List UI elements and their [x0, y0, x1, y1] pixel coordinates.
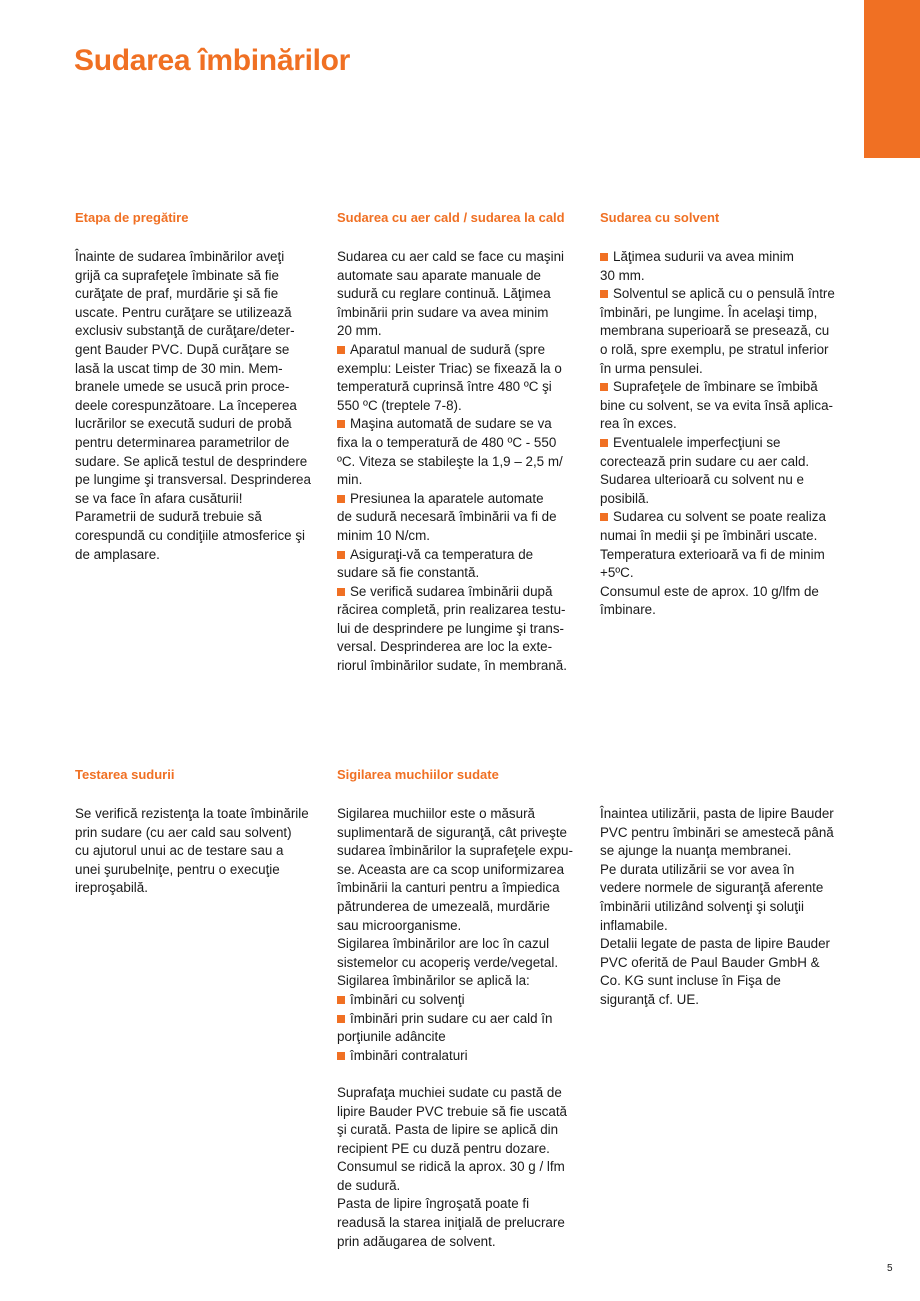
line-text: Lăţimea sudurii va avea minim	[613, 249, 794, 264]
line-text: pentru determinarea parametrilor de	[75, 434, 290, 450]
line-text: 550 ºC (treptele 7-8).	[337, 397, 462, 413]
line-text: îmbinării prin sudare va avea minim	[337, 304, 549, 320]
line-text: îmbinări contralaturi	[350, 1047, 468, 1063]
section-body	[337, 805, 597, 1251]
text-line	[337, 285, 597, 304]
text-line	[337, 1195, 597, 1214]
text-line	[75, 322, 335, 341]
line-text: de sudură.	[337, 1177, 401, 1193]
text-line	[337, 1214, 597, 1233]
text-line	[600, 415, 860, 434]
text-line	[600, 879, 860, 898]
line-text: Temperatura exterioară va fi de minim	[600, 546, 825, 562]
line-text: temperatură cuprinsă între 480 ºC şi	[337, 379, 552, 395]
line-text: Sigilarea muchiilor este o măsură	[337, 806, 535, 821]
text-line	[337, 1065, 597, 1084]
line-text: se. Aceasta are ca scop uniformizarea	[337, 861, 565, 877]
bullet-line	[337, 991, 597, 1010]
line-text: de sudură necesară îmbinării va fi de	[337, 509, 557, 525]
line-text: Aparatul manual de sudură (spre	[350, 341, 546, 357]
section-edge-sealing-continued	[600, 767, 860, 1010]
text-line	[75, 490, 335, 509]
line-text: îmbinare.	[600, 602, 656, 618]
section-body	[600, 248, 860, 620]
line-text: corectează prin sudare cu aer cald.	[600, 453, 810, 469]
text-line	[337, 1140, 597, 1159]
text-line	[337, 434, 597, 453]
text-line	[600, 397, 860, 416]
line-text: Presiunea la aparatele automate	[350, 490, 544, 506]
line-text: PVC pentru îmbinări se amestecă până	[600, 824, 834, 840]
line-text: ireproşabilă.	[75, 880, 148, 896]
line-text: lui de desprindere pe lungime şi trans-	[337, 620, 565, 636]
line-text: Sudarea ulterioară cu solvent nu e	[600, 472, 804, 488]
section-weld-testing	[75, 767, 335, 898]
line-text: 20 mm.	[337, 323, 382, 339]
bullet-line	[600, 248, 860, 267]
text-line	[337, 954, 597, 973]
text-line	[600, 583, 860, 602]
text-line	[337, 1028, 597, 1047]
text-line	[337, 1158, 597, 1177]
text-line	[600, 917, 860, 936]
bullet-line	[600, 434, 860, 453]
square-bullet-icon	[337, 495, 345, 503]
square-bullet-icon	[337, 551, 345, 559]
line-text: Consumul este de aprox. 10 g/lfm de	[600, 583, 819, 599]
text-line	[75, 285, 335, 304]
text-line	[600, 341, 860, 360]
line-text: fixa la o temperatură de 480 ºC - 550	[337, 434, 557, 450]
section-body	[75, 248, 335, 564]
section-heading: Sigilarea muchiilor sudate	[337, 767, 499, 782]
line-text: membrana superioară se presează, cu	[600, 323, 830, 339]
text-line	[600, 805, 860, 824]
text-line	[337, 304, 597, 323]
line-text: sudare. Se aplică testul de desprindere	[75, 453, 308, 469]
square-bullet-icon	[337, 1052, 345, 1060]
text-line	[337, 1121, 597, 1140]
square-bullet-icon	[600, 513, 608, 521]
text-line	[75, 397, 335, 416]
text-line	[600, 935, 860, 954]
line-text: grijă ca suprafeţele îmbinate să fie	[75, 267, 279, 283]
text-line	[600, 322, 860, 341]
text-line	[337, 1084, 597, 1103]
line-text: sistemelor cu acoperiş verde/vegetal.	[337, 954, 559, 970]
text-line	[75, 508, 335, 527]
text-line	[337, 322, 597, 341]
line-text: corespundă cu condiţiile atmosferice şi	[75, 527, 305, 543]
line-text: inflamabile.	[600, 917, 668, 933]
text-line	[75, 471, 335, 490]
square-bullet-icon	[337, 420, 345, 428]
text-line	[337, 898, 597, 917]
page-title: Sudarea îmbinărilor	[74, 44, 351, 77]
section-heading	[600, 767, 860, 783]
line-text: suplimentară de siguranţă, cât priveşte	[337, 824, 567, 840]
text-line	[75, 879, 335, 898]
square-bullet-icon	[600, 383, 608, 391]
line-text: se ajunge la nuanţa membranei.	[600, 843, 792, 859]
text-line	[337, 805, 597, 824]
line-text: Pasta de lipire îngroşată poate fi	[337, 1196, 530, 1212]
line-text: îmbinări cu solvenţi	[350, 991, 465, 1007]
text-line	[75, 453, 335, 472]
line-text: sudare să fie constantă.	[337, 565, 480, 581]
text-line	[75, 248, 335, 267]
line-text: şi curată. Pasta de lipire se aplică din	[337, 1122, 559, 1138]
square-bullet-icon	[600, 439, 608, 447]
line-text: cu ajutorul unui ac de testare sau a	[75, 843, 284, 859]
text-line	[600, 564, 860, 583]
text-line	[337, 267, 597, 286]
bullet-line	[337, 415, 597, 434]
text-line	[337, 453, 597, 472]
line-text: +5ºC.	[600, 565, 634, 581]
text-line	[75, 861, 335, 880]
text-line	[75, 415, 335, 434]
line-text: Se verifică rezistenţa la toate îmbinările	[75, 806, 309, 821]
page-number: 5	[887, 1263, 893, 1274]
line-text: bine cu solvent, se va evita însă aplica-	[600, 397, 833, 413]
line-text: curăţate de praf, murdărie şi să fie	[75, 286, 279, 302]
text-line	[337, 471, 597, 490]
text-line	[75, 304, 335, 323]
text-line	[600, 842, 860, 861]
text-line	[75, 824, 335, 843]
line-text: posibilă.	[600, 490, 650, 506]
bullet-line	[600, 508, 860, 527]
line-text: automate sau aparate manuale de	[337, 267, 541, 283]
line-text: Parametrii de sudură trebuie să	[75, 509, 262, 525]
square-bullet-icon	[337, 996, 345, 1004]
bullet-line	[337, 583, 597, 602]
line-text: Pe durata utilizării se vor avea în	[600, 861, 795, 877]
line-text: Consumul se ridică la aprox. 30 g / lfm	[337, 1159, 565, 1175]
line-text: prin sudare (cu aer cald sau solvent)	[75, 824, 292, 840]
line-text: Sigilarea îmbinărilor are loc în cazul	[337, 936, 550, 952]
line-text: exclusiv substanţă de curăţare/deter-	[75, 323, 295, 339]
line-text: îmbinări prin sudare cu aer cald în	[350, 1010, 553, 1026]
text-line	[337, 360, 597, 379]
text-line	[337, 972, 597, 991]
text-line	[75, 341, 335, 360]
text-line	[600, 972, 860, 991]
text-line	[337, 564, 597, 583]
line-text: sudarea îmbinărilor la suprafeţele expu-	[337, 843, 573, 859]
line-text: Co. KG sunt incluse în Fişa de	[600, 973, 781, 989]
text-line	[337, 657, 597, 676]
text-line	[600, 898, 860, 917]
section-preparation	[75, 210, 335, 564]
line-text: readusă la starea iniţială de prelucrare	[337, 1215, 565, 1231]
text-line	[75, 546, 335, 565]
text-line	[600, 954, 860, 973]
line-text: Se verifică sudarea îmbinării după	[350, 583, 553, 599]
line-text: unei şurubelniţe, pentru o execuţie	[75, 861, 280, 877]
orange-page-tab	[864, 0, 920, 158]
section-heading: Sudarea cu aer cald / sudarea la cald	[337, 210, 565, 225]
line-text: îmbinării la canturi pentru a împiedica	[337, 880, 560, 896]
line-text: PVC oferită de Paul Bauder GmbH &	[600, 954, 820, 970]
text-line	[600, 991, 860, 1010]
line-text: uscate. Pentru curăţare se utilizează	[75, 304, 292, 320]
line-text: prin adăugarea de solvent.	[337, 1233, 496, 1249]
line-text: pe lungime şi transversal. Desprinderea	[75, 472, 311, 488]
section-heading: Etapa de pregătire	[75, 210, 189, 225]
bullet-line	[337, 341, 597, 360]
text-line	[600, 824, 860, 843]
line-text: minim 10 N/cm.	[337, 527, 431, 543]
section-heading: Sudarea cu solvent	[600, 210, 720, 225]
line-text: branele umede se usucă prin proce-	[75, 379, 290, 395]
line-text: numai în medii şi pe îmbinări uscate.	[600, 527, 818, 543]
line-text: ºC. Viteza se stabileşte la 1,9 – 2,5 m/	[337, 453, 563, 469]
text-line	[75, 378, 335, 397]
text-line	[337, 248, 597, 267]
line-text: Înaintea utilizării, pasta de lipire Bauder	[600, 806, 834, 821]
text-line	[75, 434, 335, 453]
text-line	[337, 378, 597, 397]
text-line	[75, 805, 335, 824]
line-text: lucrărilor se execută suduri de probă	[75, 416, 292, 432]
text-line	[337, 842, 597, 861]
section-heading: Testarea sudurii	[75, 767, 175, 782]
section-solvent-welding	[600, 210, 860, 620]
text-line	[337, 935, 597, 954]
line-text: sau microorganisme.	[337, 917, 462, 933]
text-line	[337, 824, 597, 843]
bullet-line	[337, 490, 597, 509]
text-line	[337, 861, 597, 880]
line-text: îmbinării utilizând solvenţi şi soluţii	[600, 898, 804, 914]
square-bullet-icon	[600, 253, 608, 261]
line-text: recipient PE cu duză pentru dozare.	[337, 1140, 550, 1156]
square-bullet-icon	[337, 588, 345, 596]
text-line	[600, 527, 860, 546]
bullet-line	[337, 1010, 597, 1029]
text-line	[337, 1103, 597, 1122]
text-line	[75, 267, 335, 286]
text-line	[600, 546, 860, 565]
line-text: Suprafeţele de îmbinare se îmbibă	[613, 379, 818, 395]
text-line	[600, 490, 860, 509]
section-hot-air-welding	[337, 210, 597, 676]
text-line	[75, 842, 335, 861]
section-edge-sealing	[337, 767, 597, 1251]
line-text: Eventualele imperfecţiuni se	[613, 434, 781, 450]
bullet-line	[600, 285, 860, 304]
line-text: exemplu: Leister Triac) se fixează la o	[337, 360, 562, 376]
line-text: Solventul se aplică cu o pensulă între	[613, 286, 835, 302]
line-text: Sudarea cu aer cald se face cu maşini	[337, 249, 565, 264]
line-text: vedere normele de siguranţă aferente	[600, 880, 824, 896]
text-line	[600, 360, 860, 379]
line-text: Maşina automată de sudare se va	[350, 416, 552, 432]
text-line	[337, 638, 597, 657]
line-text: pătrunderea de umezeală, murdărie	[337, 898, 550, 914]
text-line	[337, 508, 597, 527]
text-line	[75, 527, 335, 546]
line-text: deele corespunzătoare. La începerea	[75, 397, 297, 413]
line-text: porţiunile adâncite	[337, 1029, 446, 1045]
line-text: îmbinări, pe lungime. În acelaşi timp,	[600, 304, 818, 320]
square-bullet-icon	[337, 1015, 345, 1023]
text-line	[337, 1177, 597, 1196]
text-line	[337, 1233, 597, 1252]
square-bullet-icon	[600, 290, 608, 298]
line-text: sudură cu reglare continuă. Lăţimea	[337, 286, 551, 302]
text-line	[600, 601, 860, 620]
text-line	[337, 397, 597, 416]
square-bullet-icon	[337, 346, 345, 354]
text-line	[337, 879, 597, 898]
bullet-line	[337, 1047, 597, 1066]
text-line	[337, 527, 597, 546]
line-text: Sigilarea îmbinărilor se aplică la:	[337, 973, 530, 989]
line-text: versal. Desprinderea are loc la exte-	[337, 639, 553, 655]
line-text: 30 mm.	[600, 267, 645, 283]
line-text: de amplasare.	[75, 546, 160, 562]
text-line	[75, 360, 335, 379]
line-text: răcirea completă, prin realizarea testu-	[337, 602, 566, 618]
section-body	[337, 248, 597, 676]
line-text: Detalii legate de pasta de lipire Bauder	[600, 936, 831, 952]
section-body	[75, 805, 335, 898]
line-text: lasă la uscat timp de 30 min. Mem-	[75, 360, 283, 376]
line-text: Suprafaţa muchiei sudate cu pastă de	[337, 1084, 562, 1100]
bullet-line	[337, 546, 597, 565]
line-text: în urma pensulei.	[600, 360, 703, 376]
line-text: rea în exces.	[600, 416, 677, 432]
text-line	[600, 267, 860, 286]
line-text: min.	[337, 472, 363, 488]
text-line	[600, 453, 860, 472]
line-text: Înainte de sudarea îmbinărilor aveţi	[75, 249, 285, 264]
text-line	[600, 304, 860, 323]
line-text: riorul îmbinărilor sudate, în membrană.	[337, 658, 567, 674]
text-line	[337, 601, 597, 620]
line-text: o rolă, spre exemplu, pe stratul inferior	[600, 341, 829, 357]
section-body	[600, 805, 860, 1010]
text-line	[337, 620, 597, 639]
line-text: se va face în afara cusăturii!	[75, 490, 243, 506]
line-text: lipire Bauder PVC trebuie să fie uscată	[337, 1103, 567, 1119]
line-text: Sudarea cu solvent se poate realiza	[613, 509, 826, 525]
bullet-line	[600, 378, 860, 397]
text-line	[337, 917, 597, 936]
text-line	[600, 861, 860, 880]
line-text: Asiguraţi-vă ca temperatura de	[350, 546, 534, 562]
line-text: siguranţă cf. UE.	[600, 991, 699, 1007]
line-text: gent Bauder PVC. După curăţare se	[75, 341, 290, 357]
text-line	[600, 471, 860, 490]
